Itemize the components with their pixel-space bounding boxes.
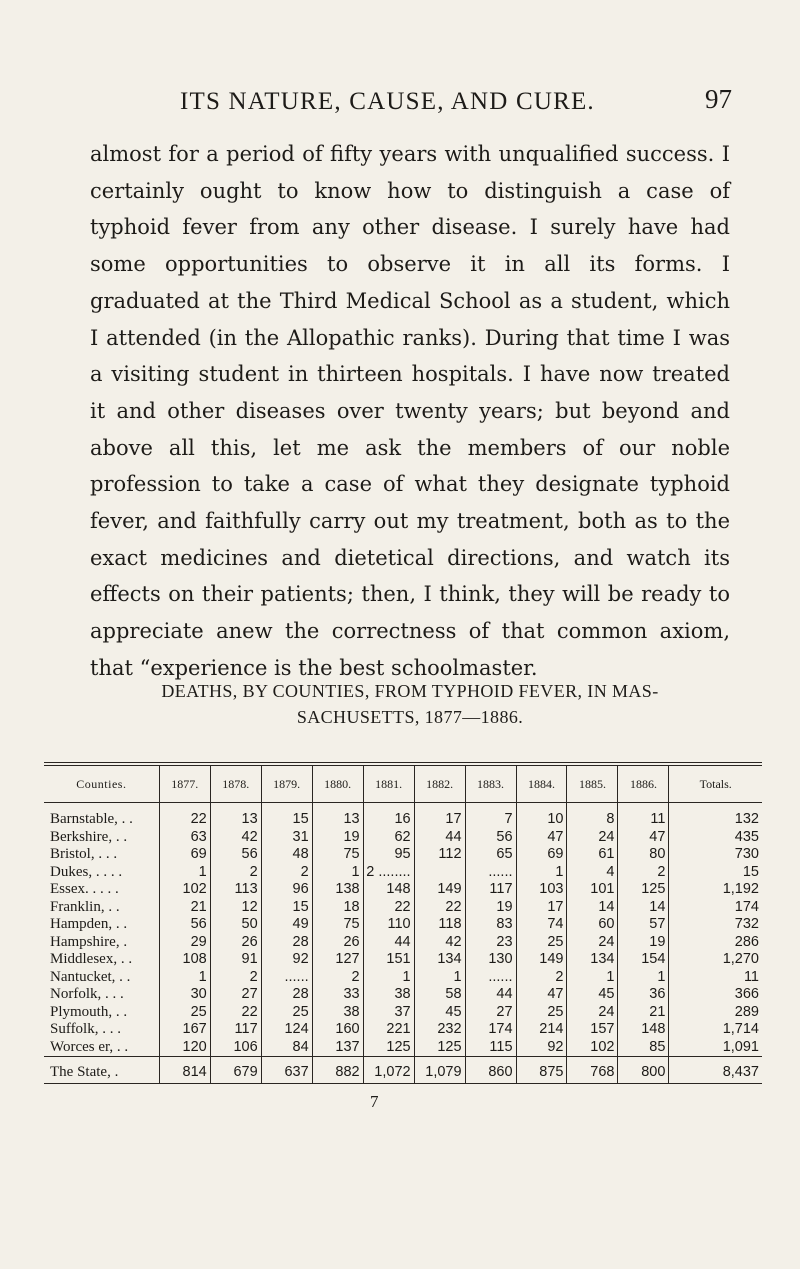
table-cell: 103 xyxy=(516,881,567,899)
table-cell xyxy=(414,864,465,882)
table-cell: 108 xyxy=(159,951,210,969)
county-name: Suffolk, . . . xyxy=(50,1021,121,1037)
header-year: 1885. xyxy=(567,766,618,803)
table-row xyxy=(44,934,762,952)
county-name: Barnstable, . . xyxy=(50,811,133,827)
table-cell: 31 xyxy=(261,829,312,847)
table-cell: 26 xyxy=(210,934,261,952)
table-cell: 137 xyxy=(312,1039,363,1057)
table-cell: 45 xyxy=(414,1004,465,1022)
county-name: Plymouth, . . xyxy=(50,1003,128,1020)
county-name: Hampden, . . xyxy=(50,916,128,932)
table-cell: 1 xyxy=(567,969,618,987)
county-name: Norfolk, . . . xyxy=(50,986,124,1002)
county-name: Worces er, . . xyxy=(50,1038,129,1055)
table-cell: 730 xyxy=(669,846,762,864)
table-cell: 65 xyxy=(465,846,516,864)
header-year: 1884. xyxy=(516,766,567,803)
table-row xyxy=(44,1021,762,1039)
table-cell: 25 xyxy=(516,934,567,952)
total-row xyxy=(44,1057,762,1084)
table-cell: 2 xyxy=(261,864,312,882)
page-number: 97 xyxy=(705,84,732,114)
county-name: Essex. . . . . xyxy=(50,881,119,897)
table-cell: 24 xyxy=(567,1004,618,1022)
county-name: Nantucket, . . xyxy=(50,968,131,985)
total-cell: 1,079 xyxy=(414,1057,465,1084)
table-cell: 2 xyxy=(312,969,363,987)
table-cell: 38 xyxy=(312,1004,363,1022)
table-row xyxy=(44,969,762,987)
table-cell: 154 xyxy=(618,951,669,969)
deaths-table-container xyxy=(44,762,762,1084)
table-cell: 44 xyxy=(414,829,465,847)
table-cell: 151 xyxy=(363,951,414,969)
table-cell: 15 xyxy=(261,899,312,917)
table-cell: 16 xyxy=(363,803,414,829)
page-header xyxy=(0,84,800,124)
table-cell: 10 xyxy=(516,803,567,829)
table-cell: 8 xyxy=(567,803,618,829)
table-cell: 44 xyxy=(465,986,516,1004)
table-cell: 11 xyxy=(618,803,669,829)
table-cell: ...... xyxy=(465,969,516,987)
table-row xyxy=(44,1039,762,1057)
table-cell: 167 xyxy=(159,1021,210,1039)
table-cell: ...... xyxy=(261,969,312,987)
table-cell: 148 xyxy=(618,1021,669,1039)
county-name: Hampshire, . xyxy=(50,933,128,950)
table-cell: 1 xyxy=(618,969,669,987)
table-cell: 102 xyxy=(567,1039,618,1057)
table-cell: 18 xyxy=(312,899,363,917)
table-cell: 117 xyxy=(210,1021,261,1039)
table-title-line-2: SACHUSETTS, 1877—1886. xyxy=(296,707,524,727)
table-cell: 2 ........ xyxy=(363,864,414,882)
header-year: 1879. xyxy=(261,766,312,803)
table-cell: 95 xyxy=(363,846,414,864)
table-cell: 1 xyxy=(312,864,363,882)
table-cell: 14 xyxy=(618,899,669,917)
table-body xyxy=(44,803,762,1084)
table-cell: 289 xyxy=(669,1004,762,1022)
table-cell: 117 xyxy=(465,881,516,899)
table-cell: 85 xyxy=(618,1039,669,1057)
header-row xyxy=(44,766,762,803)
table-cell: 2 xyxy=(210,969,261,987)
header-counties: Counties. xyxy=(44,766,159,803)
table-row xyxy=(44,803,762,829)
total-cell: 882 xyxy=(312,1057,363,1084)
table-cell: 75 xyxy=(312,846,363,864)
table-cell: 2 xyxy=(618,864,669,882)
table-cell: 21 xyxy=(618,1004,669,1022)
county-name: Middlesex, . . xyxy=(50,951,133,967)
table-cell: 127 xyxy=(312,951,363,969)
table-cell: 28 xyxy=(261,986,312,1004)
table-cell: 15 xyxy=(261,803,312,829)
table-cell: 232 xyxy=(414,1021,465,1039)
table-cell: 42 xyxy=(414,934,465,952)
table-cell: 33 xyxy=(312,986,363,1004)
table-cell: 69 xyxy=(516,846,567,864)
table-cell: 118 xyxy=(414,916,465,934)
table-cell: 1,192 xyxy=(669,881,762,899)
table-cell: 19 xyxy=(312,829,363,847)
table-cell: 25 xyxy=(516,1004,567,1022)
table-cell: 1,270 xyxy=(669,951,762,969)
table-cell: 4 xyxy=(567,864,618,882)
table-cell: 96 xyxy=(261,881,312,899)
table-cell: 47 xyxy=(618,829,669,847)
total-cell: 768 xyxy=(567,1057,618,1084)
table-row xyxy=(44,899,762,917)
table-row xyxy=(44,916,762,934)
table-cell: 37 xyxy=(363,1004,414,1022)
header-year: 1881. xyxy=(363,766,414,803)
table-cell: 42 xyxy=(210,829,261,847)
body-text xyxy=(90,136,730,687)
table-cell: 120 xyxy=(159,1039,210,1057)
table-cell: 11 xyxy=(669,969,762,987)
header-year: 1883. xyxy=(465,766,516,803)
table-row xyxy=(44,864,762,882)
total-label: The State, . xyxy=(44,1057,159,1084)
table-row xyxy=(44,829,762,847)
table-cell: 60 xyxy=(567,916,618,934)
table-row xyxy=(44,1004,762,1022)
table-cell: 25 xyxy=(261,1004,312,1022)
table-cell: 113 xyxy=(210,881,261,899)
table-cell: 157 xyxy=(567,1021,618,1039)
table-cell: 435 xyxy=(669,829,762,847)
table-cell: 14 xyxy=(567,899,618,917)
table-cell: 174 xyxy=(465,1021,516,1039)
table-cell: 17 xyxy=(516,899,567,917)
deaths-table xyxy=(44,766,762,1084)
table-cell: 27 xyxy=(465,1004,516,1022)
table-cell: 1 xyxy=(159,864,210,882)
table-cell: 63 xyxy=(159,829,210,847)
county-name: Bristol, . . . xyxy=(50,846,118,862)
table-cell: 24 xyxy=(567,934,618,952)
table-cell: 13 xyxy=(312,803,363,829)
table-cell: 102 xyxy=(159,881,210,899)
table-cell: 56 xyxy=(210,846,261,864)
total-cell: 800 xyxy=(618,1057,669,1084)
table-row xyxy=(44,986,762,1004)
table-cell: 286 xyxy=(669,934,762,952)
table-cell: 221 xyxy=(363,1021,414,1039)
county-name: Franklin, . . xyxy=(50,898,120,915)
table-cell: 44 xyxy=(363,934,414,952)
table-cell: 38 xyxy=(363,986,414,1004)
table-cell: 92 xyxy=(261,951,312,969)
table-cell: 62 xyxy=(363,829,414,847)
table-cell: 25 xyxy=(159,1004,210,1022)
table-cell: 130 xyxy=(465,951,516,969)
total-cell: 1,072 xyxy=(363,1057,414,1084)
table-cell: 74 xyxy=(516,916,567,934)
table-cell: 366 xyxy=(669,986,762,1004)
total-cell: 637 xyxy=(261,1057,312,1084)
total-cell: 814 xyxy=(159,1057,210,1084)
table-cell: 2 xyxy=(210,864,261,882)
table-cell: 1 xyxy=(414,969,465,987)
table-row xyxy=(44,881,762,899)
table-cell: 28 xyxy=(261,934,312,952)
table-cell: 1 xyxy=(363,969,414,987)
table-cell: 23 xyxy=(465,934,516,952)
table-cell: 1,714 xyxy=(669,1021,762,1039)
table-cell: 22 xyxy=(159,803,210,829)
header-totals: Totals. xyxy=(669,766,762,803)
table-cell: 58 xyxy=(414,986,465,1004)
table-cell: 91 xyxy=(210,951,261,969)
table-cell: 732 xyxy=(669,916,762,934)
table-cell: 112 xyxy=(414,846,465,864)
table-cell: 1 xyxy=(516,864,567,882)
running-head: ITS NATURE, CAUSE, AND CURE. xyxy=(180,88,595,115)
table-cell: 84 xyxy=(261,1039,312,1057)
table-cell: 15 xyxy=(669,864,762,882)
table-cell: 56 xyxy=(465,829,516,847)
total-cell: 8,437 xyxy=(669,1057,762,1084)
table-cell: 69 xyxy=(159,846,210,864)
table-cell: 125 xyxy=(618,881,669,899)
header-year: 1880. xyxy=(312,766,363,803)
table-row xyxy=(44,846,762,864)
table-cell: 13 xyxy=(210,803,261,829)
table-cell: 75 xyxy=(312,916,363,934)
table-cell: 110 xyxy=(363,916,414,934)
table-cell: 61 xyxy=(567,846,618,864)
table-cell: 57 xyxy=(618,916,669,934)
table-cell: 7 xyxy=(465,803,516,829)
table-cell: 134 xyxy=(567,951,618,969)
table-cell: 30 xyxy=(159,986,210,1004)
table-cell: 22 xyxy=(414,899,465,917)
table-cell: 125 xyxy=(414,1039,465,1057)
table-header xyxy=(44,766,762,803)
table-cell: 148 xyxy=(363,881,414,899)
table-cell: 92 xyxy=(516,1039,567,1057)
table-cell: 26 xyxy=(312,934,363,952)
table-cell: ...... xyxy=(465,864,516,882)
table-cell: 36 xyxy=(618,986,669,1004)
county-name: Dukes, . . . . xyxy=(50,863,123,880)
table-title-line-1: DEATHS, BY COUNTIES, FROM TYPHOID FEVER, IN MAS- xyxy=(161,681,659,701)
table-cell: 24 xyxy=(567,829,618,847)
table-row xyxy=(44,951,762,969)
county-name: Berkshire, . . xyxy=(50,828,128,845)
table-cell: 149 xyxy=(414,881,465,899)
table-cell: 1,091 xyxy=(669,1039,762,1057)
total-cell: 875 xyxy=(516,1057,567,1084)
table-cell: 19 xyxy=(465,899,516,917)
table-cell: 17 xyxy=(414,803,465,829)
table-cell: 132 xyxy=(669,803,762,829)
table-cell: 45 xyxy=(567,986,618,1004)
table-cell: 47 xyxy=(516,986,567,1004)
table-cell: 174 xyxy=(669,899,762,917)
table-cell: 12 xyxy=(210,899,261,917)
table-cell: 149 xyxy=(516,951,567,969)
table-cell: 80 xyxy=(618,846,669,864)
header-year: 1878. xyxy=(210,766,261,803)
table-cell: 1 xyxy=(159,969,210,987)
total-cell: 860 xyxy=(465,1057,516,1084)
table-title xyxy=(70,678,750,730)
table-cell: 83 xyxy=(465,916,516,934)
table-cell: 106 xyxy=(210,1039,261,1057)
table-cell: 2 xyxy=(516,969,567,987)
table-cell: 21 xyxy=(159,899,210,917)
header-year: 1886. xyxy=(618,766,669,803)
table-cell: 22 xyxy=(210,1004,261,1022)
total-cell: 679 xyxy=(210,1057,261,1084)
table-cell: 101 xyxy=(567,881,618,899)
table-cell: 134 xyxy=(414,951,465,969)
table-cell: 47 xyxy=(516,829,567,847)
table-cell: 124 xyxy=(261,1021,312,1039)
table-cell: 50 xyxy=(210,916,261,934)
table-cell: 19 xyxy=(618,934,669,952)
paragraph: almost for a period of fifty years with unqualified success. I certainly ought to know how to distinguish a case of typhoid fever from any other disease. I surely have had some opportunities to observe it in all its forms. I graduated at the Third Medical School as a student, which I attended (in the Allopathic ranks). During that time I was a visiting student in thirteen hospitals. I have now treated it and other diseases over twenty years; but beyond and above all this, let me ask the members of our noble profession to take a case of what they designate typhoid fever, and faithfully carry out my treatment, both as to the exact medicines and dietetical directions, and watch its effects on their patients; then, I think, they will be ready to appreciate anew the correctness of that common axiom, that “experience is the best schoolmaster. xyxy=(90,142,730,680)
signature-mark: 7 xyxy=(370,1092,379,1111)
table-cell: 29 xyxy=(159,934,210,952)
table-cell: 214 xyxy=(516,1021,567,1039)
table-cell: 125 xyxy=(363,1039,414,1057)
table-cell: 56 xyxy=(159,916,210,934)
header-year: 1877. xyxy=(159,766,210,803)
table-cell: 27 xyxy=(210,986,261,1004)
table-cell: 48 xyxy=(261,846,312,864)
table-cell: 115 xyxy=(465,1039,516,1057)
header-year: 1882. xyxy=(414,766,465,803)
table-cell: 138 xyxy=(312,881,363,899)
table-cell: 49 xyxy=(261,916,312,934)
table-cell: 22 xyxy=(363,899,414,917)
table-cell: 160 xyxy=(312,1021,363,1039)
